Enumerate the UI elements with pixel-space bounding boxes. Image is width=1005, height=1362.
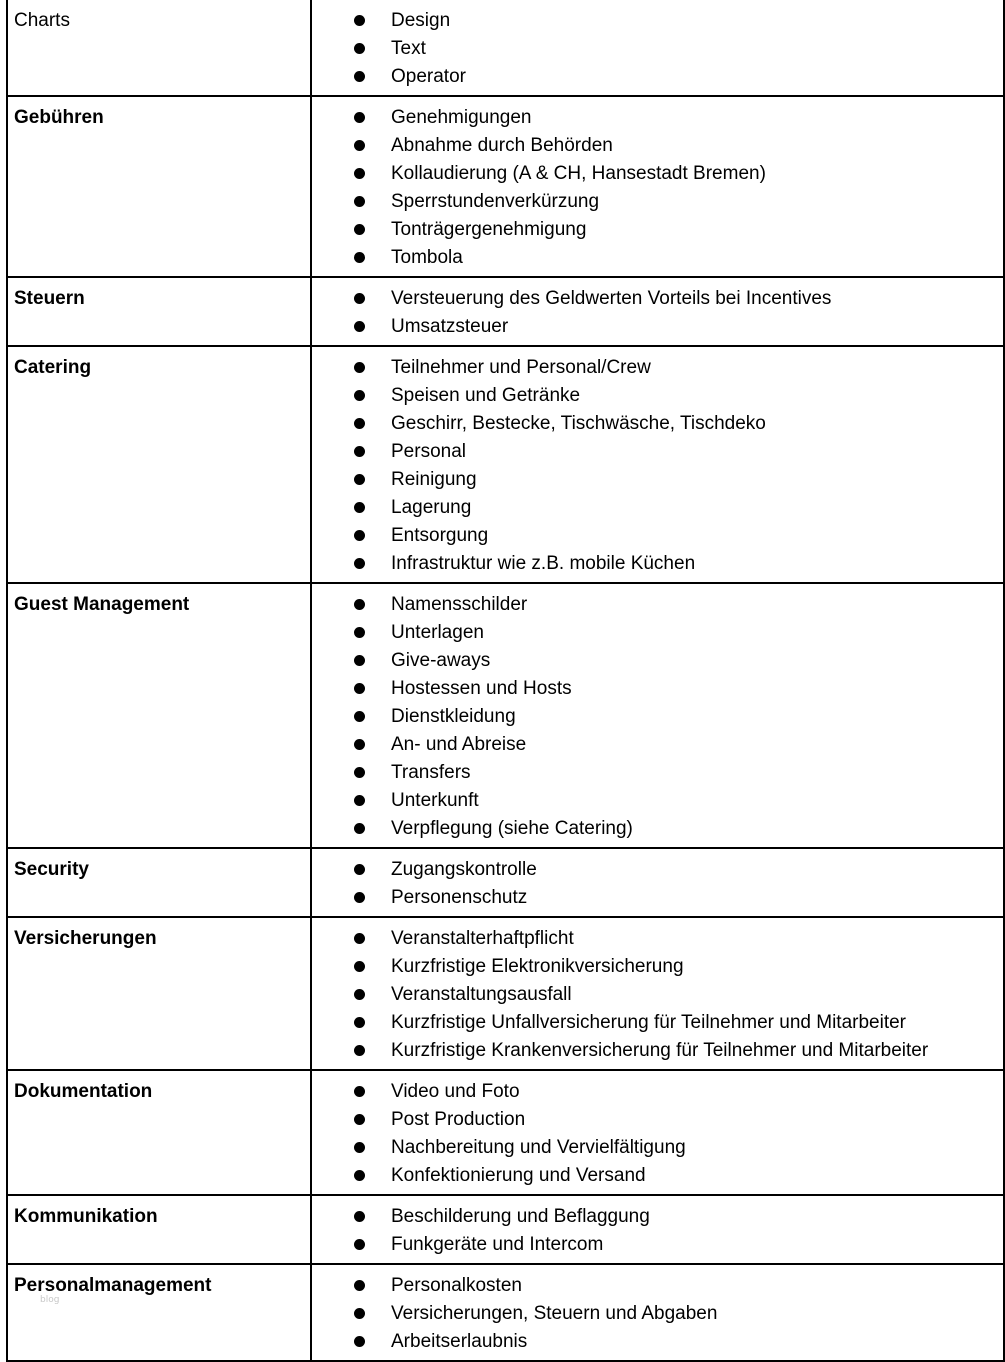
bullet-icon [354, 767, 365, 778]
bullet-icon [354, 599, 365, 610]
bullet-list [312, 1078, 1003, 1190]
bullet-icon [354, 961, 365, 972]
items-cell [311, 346, 1004, 583]
bullet-icon [354, 1336, 365, 1347]
bullet-icon [354, 711, 365, 722]
items-cell [311, 96, 1004, 277]
bullet-list [312, 1272, 1003, 1356]
list-item [312, 550, 1003, 578]
items-cell [311, 0, 1004, 96]
list-item-text: Nachbereitung und Vervielfältigung [391, 1137, 686, 1158]
bullet-list [312, 856, 1003, 912]
bullet-icon [354, 1114, 365, 1125]
bullet-icon [354, 739, 365, 750]
list-item-text: Kurzfristige Elektronikversicherung [391, 956, 684, 977]
list-item-text: Umsatzsteuer [391, 316, 509, 337]
bullet-list [312, 925, 1003, 1065]
bullet-icon [354, 1211, 365, 1222]
list-item-text: Hostessen und Hosts [391, 678, 572, 699]
list-item-text: Personalkosten [391, 1275, 522, 1296]
category-cell: Security [7, 848, 311, 917]
list-item [312, 591, 1003, 619]
list-item-text: Konfektionierung und Versand [391, 1165, 646, 1186]
category-cell: Steuern [7, 277, 311, 346]
category-cell: Catering [7, 346, 311, 583]
list-item-text: Video und Foto [391, 1081, 520, 1102]
bullet-icon [354, 474, 365, 485]
list-item-text: Veranstaltungsausfall [391, 984, 572, 1005]
bullet-list [312, 591, 1003, 843]
list-item-text: Verpflegung (siehe Catering) [391, 818, 633, 839]
bullet-icon [354, 502, 365, 513]
table-row [7, 917, 1004, 1070]
bullet-icon [354, 362, 365, 373]
bullet-icon [354, 15, 365, 26]
list-item [312, 285, 1003, 313]
bullet-icon [354, 933, 365, 944]
list-item-text: Abnahme durch Behörden [391, 135, 613, 156]
list-item-text: Unterkunft [391, 790, 479, 811]
bullet-list [312, 1203, 1003, 1259]
list-item [312, 619, 1003, 647]
bullet-icon [354, 112, 365, 123]
list-item-text: Give-aways [391, 650, 491, 671]
bullet-icon [354, 252, 365, 263]
list-item [312, 132, 1003, 160]
list-item [312, 1328, 1003, 1356]
list-item [312, 522, 1003, 550]
items-cell [311, 1070, 1004, 1195]
bullet-icon [354, 1280, 365, 1291]
bullet-icon [354, 321, 365, 332]
items-cell [311, 917, 1004, 1070]
bullet-icon [354, 1308, 365, 1319]
list-item [312, 1009, 1003, 1037]
bullet-icon [354, 627, 365, 638]
list-item-text: Tonträgergenehmigung [391, 219, 587, 240]
list-item-text: Personenschutz [391, 887, 528, 908]
table-row [7, 0, 1004, 96]
list-item-text: Kollaudierung (A & CH, Hansestadt Bremen) [391, 163, 766, 184]
bullet-icon [354, 1239, 365, 1250]
bullet-icon [354, 530, 365, 541]
list-item-text: Operator [391, 66, 466, 87]
items-cell [311, 583, 1004, 848]
list-item [312, 35, 1003, 63]
list-item-text: Kurzfristige Unfallversicherung für Teilnehmer und Mitarbeiter [391, 1012, 906, 1033]
list-item [312, 1272, 1003, 1300]
bullet-icon [354, 558, 365, 569]
list-item [312, 104, 1003, 132]
list-item-text: Funkgeräte und Intercom [391, 1234, 604, 1255]
table-row [7, 1264, 1004, 1361]
list-item-text: Zugangskontrolle [391, 859, 537, 880]
list-item [312, 731, 1003, 759]
bullet-icon [354, 140, 365, 151]
bullet-icon [354, 224, 365, 235]
list-item [312, 410, 1003, 438]
list-item [312, 884, 1003, 912]
items-cell [311, 1195, 1004, 1264]
bullet-icon [354, 795, 365, 806]
list-item [312, 1037, 1003, 1065]
category-cell: Kommunikation [7, 1195, 311, 1264]
list-item [312, 1134, 1003, 1162]
list-item [312, 1203, 1003, 1231]
list-item [312, 759, 1003, 787]
list-item-text: Veranstalterhaftpflicht [391, 928, 574, 949]
bullet-icon [354, 1045, 365, 1056]
table-row [7, 848, 1004, 917]
list-item-text: Versicherungen, Steuern und Abgaben [391, 1303, 718, 1324]
bullet-icon [354, 655, 365, 666]
list-item [312, 466, 1003, 494]
table-row [7, 583, 1004, 848]
list-item [312, 647, 1003, 675]
list-item [312, 1106, 1003, 1134]
bullet-icon [354, 418, 365, 429]
list-item-text: Text [391, 38, 426, 59]
bullet-icon [354, 196, 365, 207]
bullet-icon [354, 43, 365, 54]
list-item-text: Infrastruktur wie z.B. mobile Küchen [391, 553, 696, 574]
list-item [312, 856, 1003, 884]
category-cell: Guest Management [7, 583, 311, 848]
list-item [312, 675, 1003, 703]
bullet-icon [354, 989, 365, 1000]
category-cell: Personalmanagement [7, 1264, 311, 1361]
list-item-text: Transfers [391, 762, 471, 783]
list-item-text: Dienstkleidung [391, 706, 516, 727]
list-item-text: Genehmigungen [391, 107, 532, 128]
items-cell [311, 848, 1004, 917]
list-item [312, 216, 1003, 244]
list-item [312, 313, 1003, 341]
bullet-list [312, 354, 1003, 578]
list-item [312, 703, 1003, 731]
list-item [312, 494, 1003, 522]
list-item [312, 382, 1003, 410]
list-item-text: An- und Abreise [391, 734, 527, 755]
table-row [7, 277, 1004, 346]
list-item [312, 354, 1003, 382]
bullet-icon [354, 293, 365, 304]
list-item-text: Personal [391, 441, 466, 462]
bullet-icon [354, 864, 365, 875]
list-item [312, 953, 1003, 981]
list-item-text: Tombola [391, 247, 463, 268]
table-row [7, 1070, 1004, 1195]
category-cell: Dokumentation [7, 1070, 311, 1195]
category-cell: Charts [7, 0, 311, 96]
bullet-icon [354, 823, 365, 834]
list-item [312, 244, 1003, 272]
list-item-text: Namensschilder [391, 594, 528, 615]
bullet-list [312, 104, 1003, 272]
bullet-icon [354, 892, 365, 903]
bullet-icon [354, 1086, 365, 1097]
table-row [7, 346, 1004, 583]
bullet-icon [354, 683, 365, 694]
list-item [312, 787, 1003, 815]
list-item [312, 1078, 1003, 1106]
bullet-icon [354, 168, 365, 179]
items-cell [311, 277, 1004, 346]
cost-items-table [6, 0, 1005, 1362]
table-row [7, 1195, 1004, 1264]
bullet-list [312, 7, 1003, 91]
list-item-text: Entsorgung [391, 525, 489, 546]
list-item-text: Teilnehmer und Personal/Crew [391, 357, 651, 378]
list-item [312, 1300, 1003, 1328]
list-item-text: Arbeitserlaubnis [391, 1331, 528, 1352]
list-item-text: Sperrstundenverkürzung [391, 191, 600, 212]
list-item [312, 1231, 1003, 1259]
list-item [312, 7, 1003, 35]
bullet-list [312, 285, 1003, 341]
list-item-text: Geschirr, Bestecke, Tischwäsche, Tischdeko [391, 413, 766, 434]
bullet-icon [354, 1017, 365, 1028]
list-item [312, 188, 1003, 216]
list-item-text: Beschilderung und Beflaggung [391, 1206, 650, 1227]
bullet-icon [354, 1142, 365, 1153]
watermark-text: blog [40, 1295, 60, 1305]
list-item [312, 925, 1003, 953]
bullet-icon [354, 71, 365, 82]
list-item [312, 63, 1003, 91]
list-item [312, 815, 1003, 843]
list-item-text: Unterlagen [391, 622, 484, 643]
list-item-text: Design [391, 10, 451, 31]
category-cell: Gebühren [7, 96, 311, 277]
list-item [312, 981, 1003, 1009]
list-item-text: Post Production [391, 1109, 526, 1130]
table-row [7, 96, 1004, 277]
list-item-text: Reinigung [391, 469, 477, 490]
list-item-text: Lagerung [391, 497, 472, 518]
bullet-icon [354, 1170, 365, 1181]
bullet-icon [354, 390, 365, 401]
table-body [7, 0, 1004, 1361]
category-cell: Versicherungen [7, 917, 311, 1070]
list-item [312, 438, 1003, 466]
list-item-text: Versteuerung des Geldwerten Vorteils bei Incentives [391, 288, 832, 309]
items-cell [311, 1264, 1004, 1361]
list-item [312, 1162, 1003, 1190]
list-item [312, 160, 1003, 188]
bullet-icon [354, 446, 365, 457]
list-item-text: Speisen und Getränke [391, 385, 581, 406]
list-item-text: Kurzfristige Krankenversicherung für Teilnehmer und Mitarbeiter [391, 1040, 929, 1061]
